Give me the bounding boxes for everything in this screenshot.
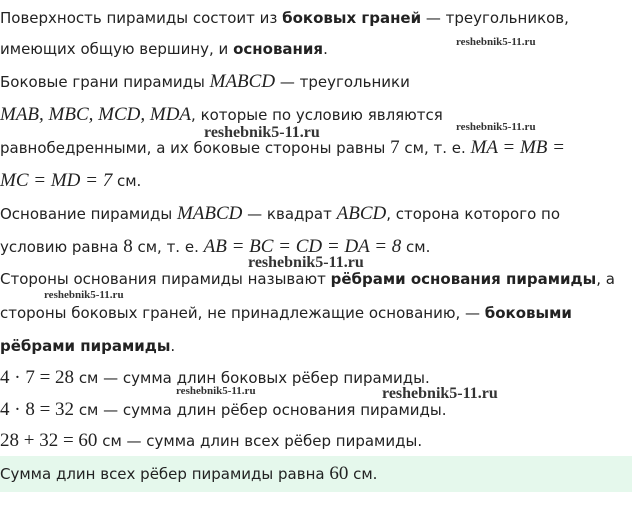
math-formula: 4 · 7 = 28: [0, 367, 75, 388]
watermark: reshebnik5-11.ru: [44, 289, 124, 301]
watermark: reshebnik5-11.ru: [176, 385, 256, 397]
math-formula: 28 + 32 = 60: [0, 430, 98, 451]
watermark: reshebnik5-11.ru: [456, 36, 536, 48]
calc-line: 4 · 7 = 28 см — сумма длин боковых рёбер пирамиды.: [0, 367, 430, 388]
math-formula: MABCD: [176, 203, 243, 224]
text-line: Стороны основания пирамиды называют рёбрами основания пирамиды, а: [0, 270, 615, 288]
calc-line: 28 + 32 = 60 см — сумма длин всех рёбер пирамиды.: [0, 430, 423, 451]
math-formula: 4 · 8 = 32: [0, 399, 75, 420]
term-lateral-edges: боковыми: [484, 304, 572, 322]
watermark: reshebnik5-11.ru: [248, 254, 364, 271]
text-line: MC = MD = 7 см.: [0, 170, 142, 191]
text-line: равнобедренными, а их боковые стороны равны 7 см, т. е. MA = MB =: [0, 137, 565, 158]
answer-text: Сумма длин всех рёбер пирамиды равна 60 см.: [0, 463, 378, 484]
text-line: Поверхность пирамиды состоит из боковых граней — треугольников,: [0, 9, 569, 27]
term-lateral-edges-cont: рёбрами пирамиды: [0, 337, 171, 355]
math-formula: AB = BC = CD = DA = 8: [203, 236, 402, 257]
answer-box: [0, 456, 632, 492]
math-formula: MAB, MBC, MCD, MDA: [0, 104, 192, 125]
text-line: стороны боковых граней, не принадлежащие основанию, — боковыми: [0, 304, 572, 322]
term-base-edges: рёбрами основания пирамиды: [330, 270, 597, 288]
term-lateral-faces: боковых граней: [282, 9, 422, 27]
math-formula: MA = MB =: [470, 137, 565, 158]
watermark: reshebnik5-11.ru: [204, 124, 320, 141]
math-formula: MC = MD = 7: [0, 170, 113, 191]
math-number: 7: [390, 137, 400, 158]
text-line: имеющих общую вершину, и основания.: [0, 40, 328, 58]
text-line: Боковые грани пирамиды MABCD — треугольники: [0, 71, 410, 92]
watermark: reshebnik5-11.ru: [382, 385, 498, 402]
text-line: Основание пирамиды MABCD — квадрат ABCD, сторона которого по: [0, 203, 561, 224]
text-line: рёбрами пирамиды.: [0, 337, 176, 355]
math-formula: MABCD: [209, 71, 276, 92]
calc-line: 4 · 8 = 32 см — сумма длин рёбер основания пирамиды.: [0, 399, 447, 420]
math-number: 8: [123, 236, 133, 257]
text-line: условию равна 8 см, т. е. AB = BC = CD = DA = 8 см.: [0, 236, 431, 257]
math-formula: ABCD: [336, 203, 387, 224]
watermark: reshebnik5-11.ru: [456, 121, 536, 133]
math-number: 60: [329, 463, 349, 484]
term-base: основания: [233, 40, 324, 58]
text-line: MAB, MBC, MCD, MDA, которые по условию являются: [0, 104, 443, 125]
